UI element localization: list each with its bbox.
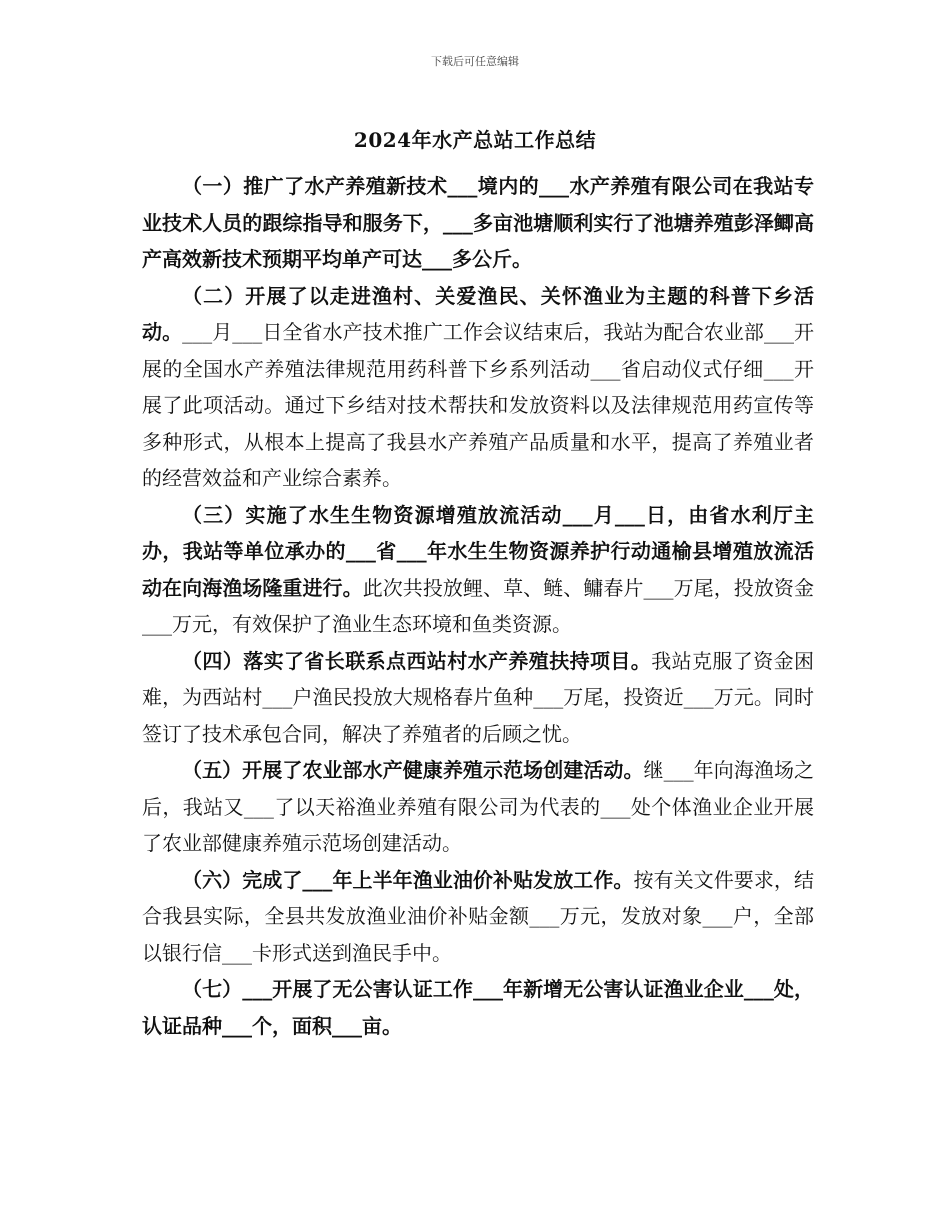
paragraph-5-text: 继___年向海渔场之后，我站又___了以天裕渔业养殖有限公司为代表的___处个体渔业企业开展了农业部健康养殖示范场创建活动。	[142, 758, 815, 855]
paragraph-3	[142, 497, 814, 643]
paragraph-1	[142, 168, 814, 278]
header-note: 下载后可任意编辑	[431, 55, 519, 68]
paragraph-5	[142, 752, 814, 862]
paragraph-3-heading: （三）实施了水生生物资源增殖放流活动___月___日，由省水利厅主办，我站等单位承办的___省___年水生生物资源养护行动通榆县增殖放流活动在向海渔场隆重进行。	[142, 502, 814, 600]
document-body	[142, 168, 814, 1044]
paragraph-6	[142, 862, 814, 972]
paragraph-7-heading: （七）___开展了无公害认证工作___年新增无公害认证渔业企业___处，认证品种___个，面积___亩。	[142, 977, 814, 1038]
paragraph-2-heading: （二）开展了以走进渔村、关爱渔民、关怀渔业为主题的科普下乡活动。	[142, 283, 814, 344]
paragraph-2	[142, 278, 814, 497]
paragraph-1-heading: （一）推广了水产养殖新技术___境内的___水产养殖有限公司在我站专业技术人员的跟综指导和服务下，___多亩池塘顺利实行了池塘养殖彭泽鲫高产高效新技术预期平均单产可达___多公斤。	[142, 174, 814, 271]
paragraph-2-text: ___月___日全省水产技术推广工作会议结束后，我站为配合农业部___开展的全国水产养殖法律规范用药科普下乡系列活动___省启动仪式仔细___开展了此项活动。通过下乡结对技术帮扶和发放资料以及法律规范用药宣传等多种形式，从根本上提高了我县水产养殖产品质量和水平，提高了养殖业者的经营效益和产业综合素养。	[142, 320, 815, 490]
paragraph-4-heading: （四）落实了省长联系点西站村水产养殖扶持项目。	[182, 648, 652, 673]
paragraph-4-text: 我站克服了资金困难，为西站村___户渔民投放大规格春片鱼种___万尾，投资近___万元。同时签订了技术承包合同，解决了养殖者的后顾之忧。	[142, 648, 815, 746]
paragraph-3-text: 此次共投放鲤、草、鲢、鳙春片___万尾，投放资金___万元，有效保护了渔业生态环境和鱼类资源。	[142, 575, 814, 636]
paragraph-5-heading: （五）开展了农业部水产健康养殖示范场创建活动。	[182, 758, 644, 782]
paragraph-7	[142, 971, 814, 1044]
paragraph-6-text: 按有关文件要求，结合我县实际，全县共发放渔业油价补贴金额___万元，发放对象___户，全部以银行信___卡形式送到渔民手中。	[142, 867, 815, 965]
paragraph-6-heading: （六）完成了___年上半年渔业油价补贴发放工作。	[182, 867, 634, 892]
document-title: 2024年水产总站工作总结	[353, 128, 597, 152]
paragraph-4	[142, 643, 814, 753]
